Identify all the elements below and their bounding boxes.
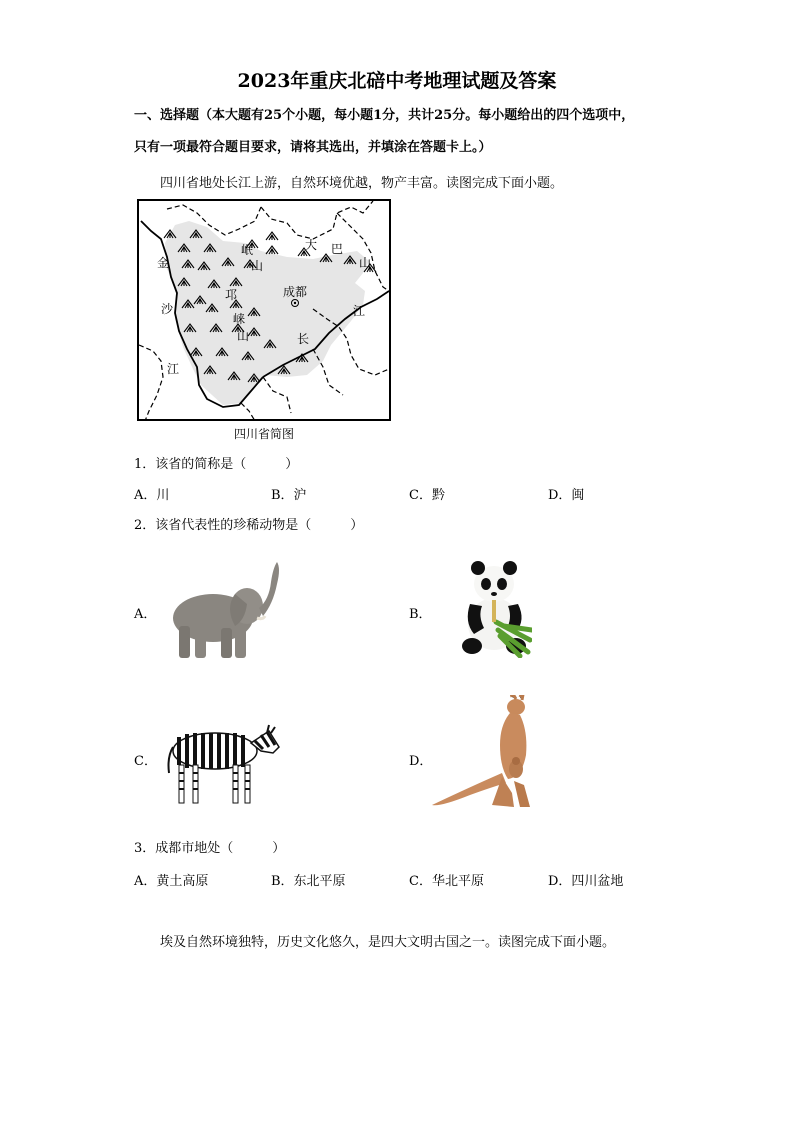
q1-option-b[interactable]: B．沪: [271, 488, 307, 503]
map-label-min: 岷: [241, 243, 254, 257]
section-header-line2: 只有一项最符合题目要求，请将其选出，并填涂在答题卡上。）: [134, 140, 492, 155]
map-label-qiong: 邛: [225, 288, 238, 302]
q2-option-a-label[interactable]: A．: [134, 607, 157, 622]
q2-option-d-label[interactable]: D．: [409, 754, 433, 769]
elephant-icon[interactable]: [165, 560, 280, 666]
intro-sichuan: 四川省地处长江上游，自然环境优越，物产丰富。读图完成下面小题。: [160, 176, 564, 191]
section-header-line1: 一、选择题（本大题有25个小题，每小题1分，共计25分。每小题给出的四个选项中，: [134, 108, 635, 123]
q3-option-d[interactable]: D．四川盆地: [548, 874, 624, 889]
map-label-jiang-left: 江: [167, 362, 180, 376]
map-label-ba: 巴: [331, 242, 344, 256]
q2-option-c-label[interactable]: C．: [134, 754, 157, 769]
q1-stem: 1．该省的简称是（ ）: [134, 457, 299, 472]
q1-option-a[interactable]: A．川: [134, 488, 170, 503]
q1-option-d[interactable]: D．闽: [548, 488, 585, 503]
map-label-jin: 金: [157, 256, 170, 270]
q2-stem: 2．该省代表性的珍稀动物是（ ）: [134, 518, 364, 533]
kangaroo-icon[interactable]: [430, 695, 532, 817]
map-label-lai: 崃: [233, 312, 246, 326]
map-label-da: 大: [305, 238, 318, 252]
map-label-jiang-right: 江: [353, 304, 366, 318]
q3-option-b[interactable]: B．东北平原: [271, 874, 346, 889]
q2-option-b-label[interactable]: B．: [409, 607, 432, 622]
panda-icon[interactable]: [460, 556, 532, 662]
page-title: 2023年重庆北碚中考地理试题及答案: [237, 70, 557, 92]
map-caption: 四川省简图: [233, 427, 294, 441]
q3-option-a[interactable]: A．黄土高原: [134, 874, 209, 889]
map-label-min-shan: 山: [251, 259, 264, 273]
map-label-chang: 长: [297, 332, 310, 346]
map-label-qiong-shan: 山: [237, 329, 250, 343]
map-label-sha: 沙: [161, 302, 174, 316]
q1-option-c[interactable]: C．黔: [409, 488, 445, 503]
zebra-icon[interactable]: [165, 717, 282, 811]
q3-option-c[interactable]: C．华北平原: [409, 874, 484, 889]
map-label-ba-shan: 山: [359, 256, 372, 270]
map-label-chengdu: 成都: [283, 285, 308, 299]
q3-stem: 3．成都市地处（ ）: [134, 841, 286, 856]
intro-egypt: 埃及自然环境独特，历史文化悠久，是四大文明古国之一。读图完成下面小题。: [160, 935, 616, 950]
sichuan-map: [137, 199, 391, 421]
